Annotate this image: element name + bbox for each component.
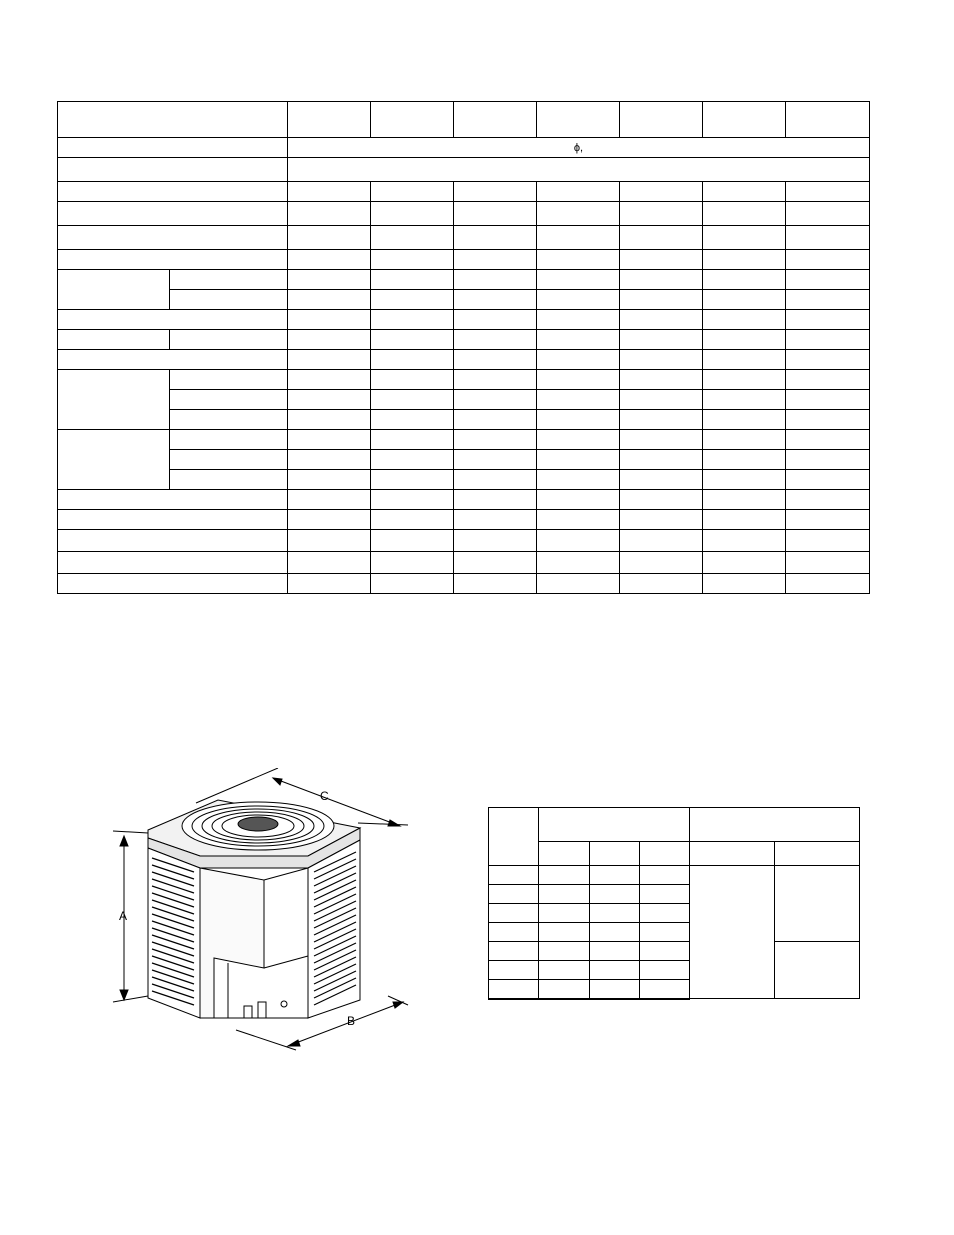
specifications-table [57, 101, 870, 594]
dimension-c-label: C [320, 789, 329, 803]
table-row [58, 410, 870, 430]
dimension-b-arrow-start [288, 1040, 300, 1046]
table-row [58, 450, 870, 470]
dimension-a-arrow-top [120, 836, 128, 846]
table-row [58, 350, 870, 370]
dimension-a-label: A [119, 909, 128, 923]
dimensions-table [488, 807, 860, 1000]
table-row [58, 530, 870, 552]
table-row [58, 470, 870, 490]
table-row [489, 842, 860, 866]
dimension-b-extension-left [236, 1030, 296, 1050]
table-row [58, 250, 870, 270]
phase-cell: ϕ, [288, 138, 870, 158]
table-row [58, 182, 870, 202]
fan-hub-icon [238, 817, 278, 831]
dimension-c-extension-right [358, 823, 408, 825]
table-row [58, 310, 870, 330]
table-row [58, 390, 870, 410]
dimension-a-arrow-bottom [120, 990, 128, 1000]
table-row [58, 510, 870, 530]
table-row [58, 490, 870, 510]
dimension-c-extension-left [196, 768, 278, 803]
dimension-b-label: B [347, 1014, 356, 1028]
condenser-unit-drawing [108, 768, 418, 1054]
table-row [58, 370, 870, 390]
table-row [58, 226, 870, 250]
table-row [58, 102, 870, 138]
table-row [58, 290, 870, 310]
dimension-c-arrow [388, 820, 400, 826]
table-row [58, 552, 870, 574]
table-row [58, 574, 870, 594]
table-row [489, 808, 860, 842]
table-row [58, 330, 870, 350]
table-row [58, 138, 870, 158]
table-row [58, 270, 870, 290]
table-row [58, 158, 870, 182]
dimension-a-extension-bottom [113, 996, 148, 1002]
table-row [58, 202, 870, 226]
dimension-c-arrow-start [273, 778, 282, 785]
table-row [489, 866, 860, 885]
table-row [489, 942, 860, 961]
dimension-a-extension-top [113, 831, 148, 833]
unit-right-side [308, 840, 360, 1018]
table-row [58, 430, 870, 450]
dimension-b-arrow-end [393, 1002, 403, 1008]
